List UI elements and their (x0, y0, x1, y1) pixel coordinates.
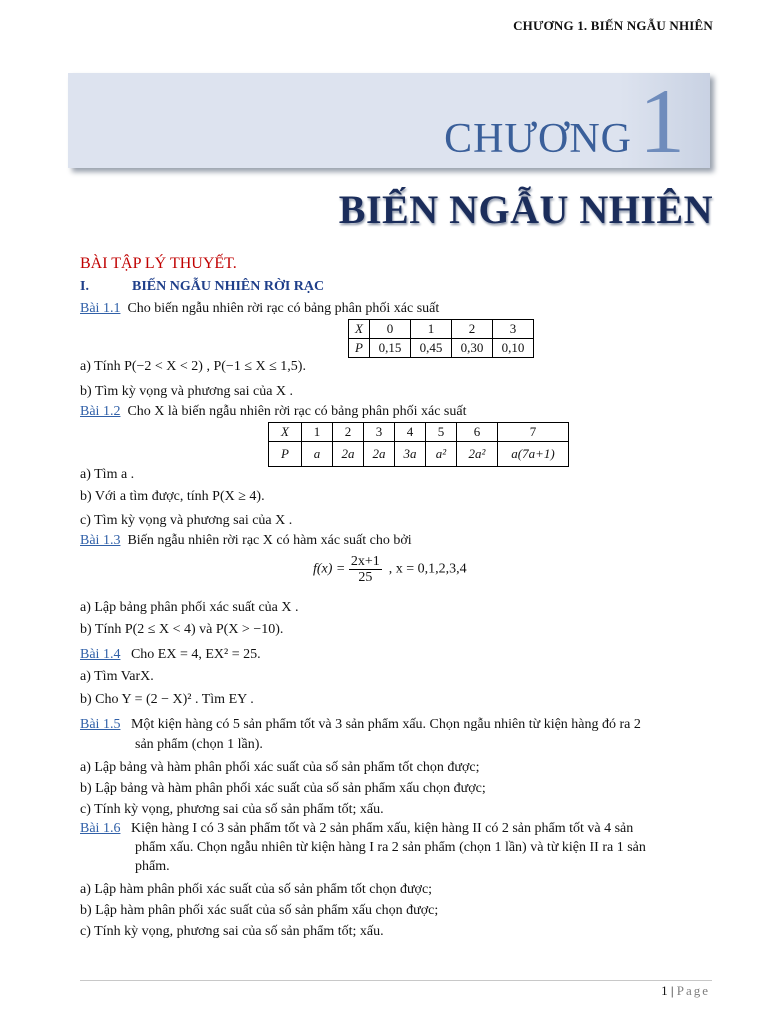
question-b: b) Tìm kỳ vọng và phương sai của X . (80, 384, 294, 399)
table-row (349, 320, 534, 339)
fraction-numerator: 2x+1 (350, 554, 380, 569)
exercise-text: Biến ngẫu nhiên rời rạc X có hàm xác suất cho bởi (127, 533, 412, 548)
question-c: c) Tính kỳ vọng, phương sai của số sản phẩm tốt; xấu. (80, 802, 384, 817)
table-row (349, 339, 534, 358)
exercise-text: Cho EX = 4, EX² = 25. (130, 647, 261, 662)
exercise-text-continued: phẩm xấu. Chọn ngẫu nhiên từ kiện hàng I ra 2 sản phẩm (chọn 1 lần) và từ kiện II ra 1 sản (135, 840, 646, 855)
page-number: 1 (661, 983, 668, 998)
subsection-title (80, 279, 324, 295)
question-c: c) Tìm kỳ vọng và phương sai của X . (80, 513, 293, 528)
table-cell: 0,15 (369, 339, 410, 358)
question-a: a) Tính P(−2 < X < 2) , P(−1 ≤ X ≤ 1,5). (80, 359, 306, 374)
question-b: b) Tính P(2 ≤ X < 4) và P(X > −10). (80, 622, 284, 637)
table-cell: 2a (364, 442, 395, 467)
exercise-1-1 (80, 301, 439, 317)
exercise-label: Bài 1.5 (80, 717, 121, 732)
question-b: b) Lập hàm phân phối xác suất của số sản phẩm xấu chọn được; (80, 903, 439, 918)
footer-separator: | (670, 983, 674, 998)
question-b: b) Cho Y = (2 − X)² . Tìm EY . (80, 692, 254, 707)
chapter-number: 1 (639, 70, 685, 172)
question-b: b) Với a tìm được, tính P(X ≥ 4). (80, 489, 265, 504)
table-cell: 2a (333, 442, 364, 467)
table-cell: 0,30 (451, 339, 492, 358)
table-header-cell: P (349, 339, 370, 358)
exercise-text-continued: phẩm. (135, 859, 170, 874)
chapter-banner (68, 70, 710, 172)
table-cell: 3 (364, 423, 395, 442)
table-row (269, 423, 569, 442)
table-cell: 0,45 (410, 339, 451, 358)
question-a: a) Tìm a . (80, 467, 135, 482)
table-cell: 0 (369, 320, 410, 339)
exercise-label: Bài 1.1 (80, 301, 121, 316)
table-cell: 3 (492, 320, 533, 339)
exercise-1-3 (80, 533, 412, 549)
exercise-text: Cho biến ngẫu nhiên rời rạc có bảng phân phối xác suất (127, 301, 440, 316)
table-cell: a² (426, 442, 457, 467)
exercise-label: Bài 1.4 (80, 647, 121, 662)
running-header: CHƯƠNG 1. BIẾN NGẪU NHIÊN (513, 18, 713, 33)
table-cell: 6 (457, 423, 498, 442)
table-cell: a (302, 442, 333, 467)
subsection-number: I. (80, 279, 89, 294)
exercise-text: Kiện hàng I có 3 sản phẩm tốt và 2 sản phẩm xấu, kiện hàng II có 2 sản phẩm tốt và 4 sản (130, 821, 634, 836)
exercise-1-4 (80, 647, 261, 663)
table-cell: 4 (395, 423, 426, 442)
table-cell: 1 (302, 423, 333, 442)
footer-divider (80, 980, 712, 981)
table-cell: 3a (395, 442, 426, 467)
table-cell: 7 (498, 423, 569, 442)
table-cell: 2 (451, 320, 492, 339)
distribution-table-1-2 (268, 422, 569, 467)
table-cell: 5 (426, 423, 457, 442)
table-cell: a(7a+1) (498, 442, 569, 467)
question-a: a) Lập bảng phân phối xác suất của X . (80, 600, 299, 615)
table-header-cell: X (349, 320, 370, 339)
table-cell: 2a² (457, 442, 498, 467)
exercise-text: Một kiện hàng có 5 sản phẩm tốt và 3 sản phẩm xấu. Chọn ngẫu nhiên từ kiện hàng đó ra 2 (130, 717, 641, 732)
page-footer (661, 983, 710, 999)
table-cell: 2 (333, 423, 364, 442)
table-header-cell: X (269, 423, 302, 442)
exercise-label: Bài 1.3 (80, 533, 121, 548)
table-cell: 1 (410, 320, 451, 339)
question-b: b) Lập bảng và hàm phân phối xác suất của số sản phẩm xấu chọn được; (80, 781, 486, 796)
chapter-title: BIẾN NGẪU NHIÊN (338, 187, 713, 232)
probability-function-formula (313, 554, 467, 585)
exercise-1-6 (80, 821, 633, 837)
subsection-text: BIẾN NGẪU NHIÊN RỜI RẠC (132, 279, 325, 294)
table-header-cell: P (269, 442, 302, 467)
question-a: a) Tìm VarX. (80, 669, 154, 684)
section-title: BÀI TẬP LÝ THUYẾT. (80, 255, 237, 272)
distribution-table-1-1 (348, 319, 534, 358)
exercise-text: Cho X là biến ngẫu nhiên rời rạc có bảng phân phối xác suất (127, 404, 467, 419)
exercise-1-2 (80, 404, 466, 420)
table-cell: 0,10 (492, 339, 533, 358)
exercise-label: Bài 1.2 (80, 404, 121, 419)
page-label: Page (676, 983, 710, 998)
chapter-word: CHƯƠNG (444, 116, 632, 162)
exercise-1-5 (80, 717, 641, 733)
formula-right: , x = 0,1,2,3,4 (388, 561, 467, 577)
formula-left: f(x) = (313, 561, 346, 577)
question-a: a) Lập hàm phân phối xác suất của số sản phẩm tốt chọn được; (80, 882, 433, 897)
exercise-text-continued: sản phẩm (chọn 1 lần). (135, 737, 263, 752)
question-a: a) Lập bảng và hàm phân phối xác suất của số sản phẩm tốt chọn được; (80, 760, 480, 775)
fraction-denominator: 25 (358, 570, 373, 585)
formula-fraction (349, 554, 382, 585)
question-c: c) Tính kỳ vọng, phương sai của số sản phẩm tốt; xấu. (80, 924, 384, 939)
exercise-label: Bài 1.6 (80, 821, 121, 836)
table-row (269, 442, 569, 467)
